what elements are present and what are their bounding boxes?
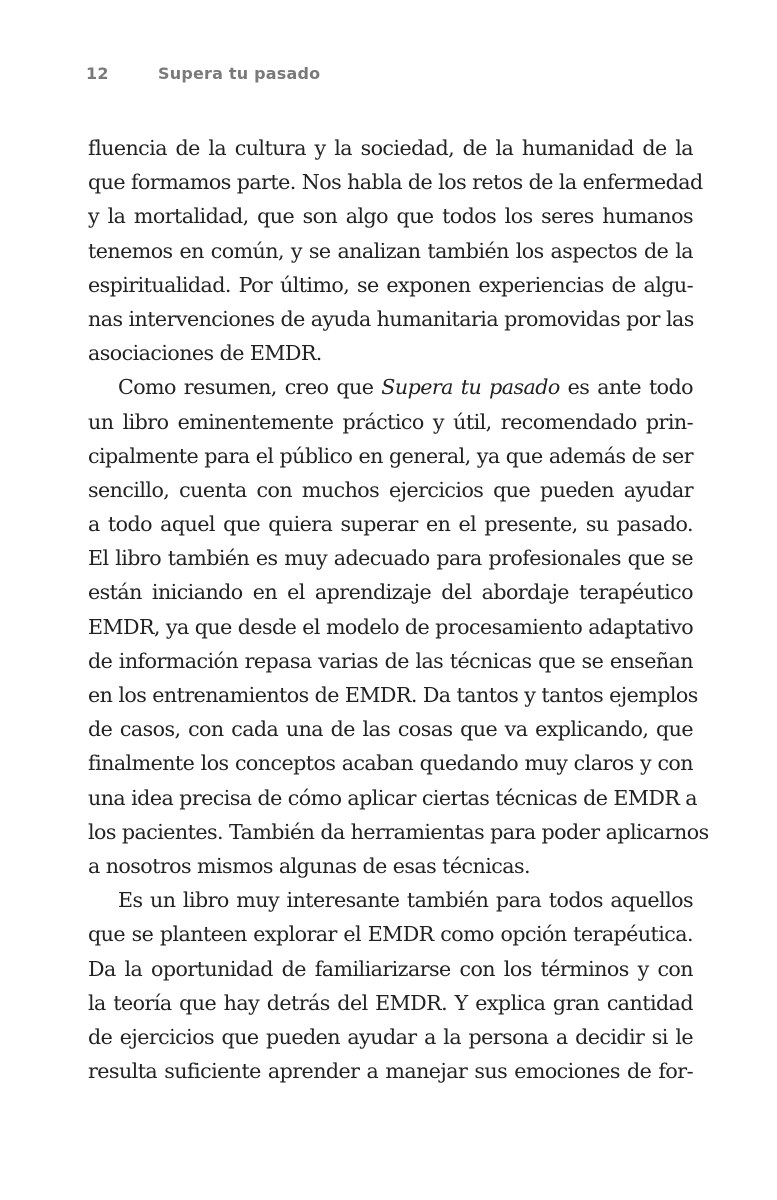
- paragraph-line: asociaciones de EMDR.: [88, 341, 322, 366]
- paragraph-line: una idea precisa de cómo aplicar ciertas técnicas de EMDR a: [88, 785, 698, 810]
- running-title: Supera tu pasado: [158, 64, 321, 83]
- paragraph-line: cipalmente para el público en general, ya que además de ser: [88, 443, 693, 468]
- paragraph-line: tenemos en común, y se analizan también los aspectos de la: [88, 238, 693, 263]
- paragraph-line: fluencia de la cultura y la sociedad, de la humanidad de la: [88, 136, 693, 160]
- paragraph-line: que formamos parte. Nos habla de los retos de la enfermedad: [88, 170, 703, 195]
- page-number: 12: [86, 64, 109, 83]
- paragraph-line: EMDR, ya que desde el modelo de procesamiento adaptativo: [88, 614, 694, 639]
- paragraph-line: sencillo, cuenta con muchos ejercicios que pueden ayudar: [88, 477, 693, 502]
- book-title: Supera tu pasado: [381, 375, 560, 400]
- paragraph-line: El libro también es muy adecuado para profesionales que se: [88, 546, 693, 571]
- paragraph-line: a nosotros mismos algunas de esas técnicas.: [88, 853, 530, 878]
- paragraph-line: resulta suficiente aprender a manejar sus emociones de for-: [88, 1059, 693, 1084]
- paragraph-line: de casos, con cada una de las cosas que va explicando, que: [88, 717, 693, 742]
- body-text: [88, 131, 709, 1088]
- paragraph-line: finalmente los conceptos acaban quedando muy claros y con: [88, 751, 693, 776]
- paragraph-line: de información repasa varias de las técnicas que se enseñan: [88, 648, 693, 673]
- paragraph-line: que se planteen explorar el EMDR como opción terapéutica.: [88, 922, 693, 947]
- paragraph-line: Es un libro muy interesante también para todos aquellos: [118, 888, 693, 913]
- paragraph-line: la teoría que hay detrás del EMDR. Y explica gran cantidad: [88, 990, 693, 1015]
- running-header: [86, 64, 320, 83]
- paragraph-line: en los entrenamientos de EMDR. Da tantos y tantos ejemplos: [88, 683, 698, 707]
- paragraph-line: de ejercicios que pueden ayudar a la persona a decidir si le: [88, 1024, 693, 1049]
- paragraph-line: espiritualidad. Por último, se exponen experiencias de algu-: [88, 272, 693, 297]
- paragraph-line: un libro eminentemente práctico y útil, recomendado prin-: [88, 409, 693, 434]
- paragraph-line: los pacientes. También da herramientas para poder aplicarnos: [88, 819, 709, 844]
- paragraph-line: Da la oportunidad de familiarizarse con los términos y con: [88, 956, 693, 981]
- paragraph-line: nas intervenciones de ayuda humanitaria promovidas por las: [88, 306, 694, 331]
- paragraph-line: están iniciando en el aprendizaje del abordaje terapéutico: [88, 580, 693, 605]
- paragraph-line: Como resumen, creo que Supera tu pasado es ante todo: [118, 375, 693, 400]
- paragraph-line: y la mortalidad, que son algo que todos los seres humanos: [88, 204, 693, 229]
- paragraph-line: a todo aquel que quiera superar en el presente, su pasado.: [88, 512, 693, 537]
